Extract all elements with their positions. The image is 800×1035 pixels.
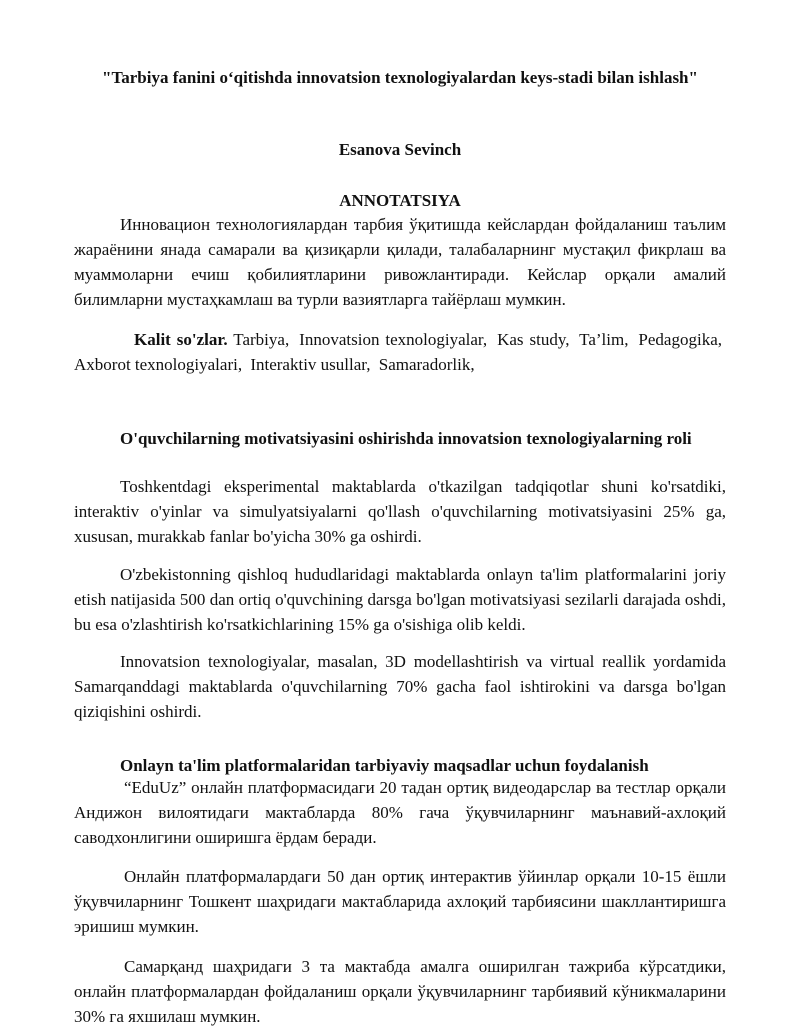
annotation-paragraph: Инновацион технологиялардан тарбия ўқитишда кейслардан фойдаланиш таълим жараёнини янада самарали ва қизиқарли қилади, талабаларнинг мустақил фикрлаш ва муаммоларни ечиш қобилиятларини ривожлантиради. Кейслар орқали амалий билимларни мустаҳкамлаш ва турли вазиятларга тайёрлаш мумкин. (74, 215, 726, 309)
section2-paragraph: Онлайн платформалардаги 50 дан ортиқ интерактив ўйинлар орқали 10-15 ёшли ўқувчиларнинг Тошкент шаҳридаги мактабларида ахлоқий тарбиясини шакллантиришга эришиш мумкин. (74, 867, 726, 936)
section-heading-motivation: O'quvchilarning motivatsiyasini oshirishda innovatsion texnologiyalarning roli (120, 429, 692, 448)
keyword: Pedagogika, (638, 330, 722, 349)
keyword: Ta’lim, (579, 330, 629, 349)
keyword: Tarbiya, (233, 330, 290, 349)
author-name: Esanova Sevinch (338, 140, 462, 159)
section2-paragraph: Самарқанд шаҳридаги 3 та мактабда амалга оширилган тажриба кўрсатдики, онлайн платформалардан фойдаланиш орқали ўқувчиларнинг тарбиявий кўникмаларини 30% га яхшилаш мумкин. (74, 957, 726, 1026)
section1-paragraph: Toshkentdagi eksperimental maktablarda o'tkazilgan tadqiqotlar shuni ko'rsatdiki, interaktiv o'yinlar va simulyatsiyalarni qo'llash o'quvchilarning motivatsiyasini 25% ga, xususan, murakkab fanlar bo'yicha 30% ga oshirdi. (74, 477, 726, 546)
section2-paragraph: “EduUz” онлайн платформасидаги 20 тадан ортиқ видеодарслар ва тестлар орқали Андижон вилоятидаги мактабларда 80% гача ўқувчиларнинг маънавий-ахлоқий саводхонлигини оширишга ёрдам беради. (74, 778, 726, 847)
annotation-heading: ANNOTATSIYA (339, 191, 461, 210)
keyword: Interaktiv usullar, (250, 355, 371, 374)
keyword: Kas study, (497, 330, 570, 349)
paper-title: "Tarbiya fanini o‘qitishda innovatsion texnologiyalardan keys-stadi bilan ishlash" (102, 68, 698, 87)
keyword: Samaradorlik, (378, 355, 475, 374)
section-heading-online-platforms: Onlayn ta'lim platformalaridan tarbiyaviy maqsadlar uchun foydalanish (120, 756, 649, 775)
section1-paragraph: Innovatsion texnologiyalar, masalan, 3D modellashtirish va virtual reallik yordamida Samarqanddagi maktablarda o'quvchilarning 70% gacha faol ishtirokini va darsga bo'lgan qiziqishini oshirdi. (74, 652, 726, 721)
keywords-paragraph (74, 327, 726, 377)
section1-paragraph: O'zbekistonning qishloq hududlaridagi maktablarda onlayn ta'lim platformalarini joriy etish natijasida 500 dan ortiq o'quvchining darsga bo'lgan motivatsiyasi sezilarli darajada oshdi, bu esa o'zlashtirish ko'rsatkichlarining 15% ga o'sishiga olib keldi. (74, 565, 726, 634)
keywords-label: Kalit so'zlar. (134, 330, 228, 349)
keyword: Axborot texnologiyalari, (74, 355, 243, 374)
keyword: Innovatsion texnologiyalar, (299, 330, 488, 349)
